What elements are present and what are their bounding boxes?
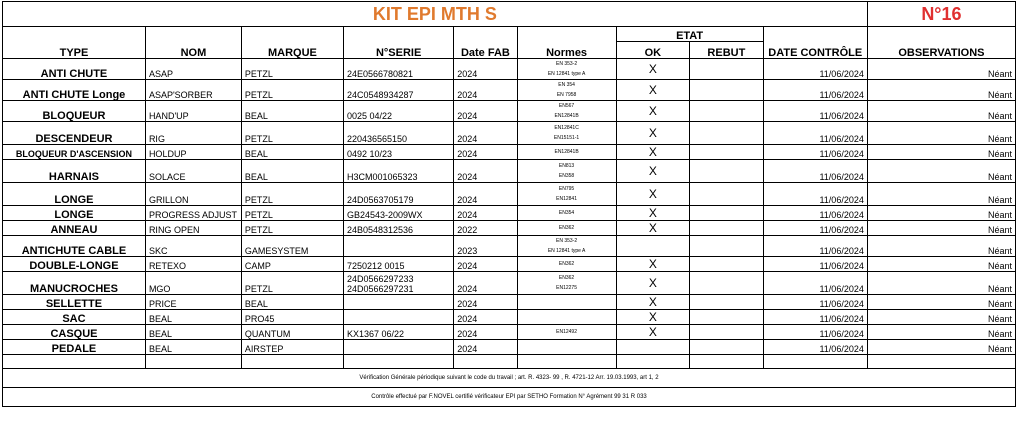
cell-date-controle: 11/06/2024 [763, 59, 867, 80]
norme-line: EN358 [558, 173, 575, 179]
cell-normes [517, 236, 616, 257]
cell-ok: X [616, 145, 690, 160]
cell-serie [344, 310, 454, 325]
cell-type: BLOQUEUR [3, 101, 146, 122]
cell-marque: PETZL [241, 221, 343, 236]
cell-nom: GRILLON [145, 183, 241, 206]
norme-line: EN795 [558, 186, 575, 192]
cell-rebut [690, 295, 764, 310]
norme-line: EN567 [558, 103, 575, 109]
cell-rebut [690, 183, 764, 206]
cell-ok: X [616, 295, 690, 310]
cell-rebut [690, 160, 764, 183]
norme-line: EN 12841 type A [547, 248, 586, 254]
cell-observations: Néant [867, 236, 1015, 257]
cell-marque: AIRSTEP [241, 340, 343, 355]
cell-ok [616, 236, 690, 257]
cell-ok: X [616, 310, 690, 325]
header-observations: OBSERVATIONS [867, 27, 1015, 59]
norme-line: EN362 [558, 225, 575, 231]
cell-type: SAC [3, 310, 146, 325]
cell-serie: 24E0566780821 [344, 59, 454, 80]
table-row [3, 221, 1016, 236]
table-row [3, 145, 1016, 160]
cell-nom: RIG [145, 122, 241, 145]
cell-observations: Néant [867, 206, 1015, 221]
norme-line: EN12841C [554, 125, 579, 131]
cell-date-fab: 2023 [454, 236, 517, 257]
norme-line: EN813 [558, 163, 575, 169]
cell-marque: PETZL [241, 122, 343, 145]
cell-type: ANNEAU [3, 221, 146, 236]
cell-observations: Néant [867, 295, 1015, 310]
cell-rebut [690, 236, 764, 257]
cell-nom: RING OPEN [145, 221, 241, 236]
cell-rebut [690, 101, 764, 122]
header-nom: NOM [145, 27, 241, 59]
table-row [3, 272, 1016, 295]
cell-marque: PETZL [241, 80, 343, 101]
cell-date-fab: 2024 [454, 101, 517, 122]
cell-date-fab: 2024 [454, 310, 517, 325]
cell-date-controle: 11/06/2024 [763, 101, 867, 122]
table-row [3, 206, 1016, 221]
cell-observations: Néant [867, 160, 1015, 183]
cell-serie: 24C0548934287 [344, 80, 454, 101]
cell-type: CASQUE [3, 325, 146, 340]
cell-nom: BEAL [145, 325, 241, 340]
cell-marque: QUANTUM [241, 325, 343, 340]
cell-observations: Néant [867, 257, 1015, 272]
cell-date-controle: 11/06/2024 [763, 310, 867, 325]
cell-serie [344, 236, 454, 257]
cell-rebut [690, 221, 764, 236]
cell-observations: Néant [867, 221, 1015, 236]
cell-serie [344, 340, 454, 355]
table-row [3, 295, 1016, 310]
cell-ok: X [616, 257, 690, 272]
header-ok: OK [616, 42, 690, 59]
kit-title: KIT EPI MTH S [3, 2, 868, 27]
cell-marque: BEAL [241, 160, 343, 183]
cell-ok: X [616, 325, 690, 340]
cell-date-controle: 11/06/2024 [763, 122, 867, 145]
cell-normes [517, 206, 616, 221]
cell-ok: X [616, 272, 690, 295]
cell-date-fab: 2024 [454, 295, 517, 310]
cell-date-controle: 11/06/2024 [763, 272, 867, 295]
cell-ok: X [616, 160, 690, 183]
cell-ok: X [616, 183, 690, 206]
cell-normes [517, 183, 616, 206]
cell-type: ANTI CHUTE Longe [3, 80, 146, 101]
cell-rebut [690, 257, 764, 272]
cell-type: LONGE [3, 183, 146, 206]
cell-serie: 24D0563705179 [344, 183, 454, 206]
cell-date-fab: 2024 [454, 160, 517, 183]
cell-date-controle: 11/06/2024 [763, 257, 867, 272]
cell-rebut [690, 310, 764, 325]
cell-ok: X [616, 206, 690, 221]
cell-marque: PETZL [241, 59, 343, 80]
cell-type: DOUBLE-LONGE [3, 257, 146, 272]
cell-nom: PROGRESS ADJUST [145, 206, 241, 221]
cell-marque: GAMESYSTEM [241, 236, 343, 257]
cell-date-controle: 11/06/2024 [763, 340, 867, 355]
cell-marque: PETZL [241, 272, 343, 295]
cell-serie [344, 295, 454, 310]
cell-type: ANTICHUTE CABLE [3, 236, 146, 257]
cell-serie: GB24543-2009WX [344, 206, 454, 221]
cell-date-controle: 11/06/2024 [763, 295, 867, 310]
cell-type: HARNAIS [3, 160, 146, 183]
cell-type: DESCENDEUR [3, 122, 146, 145]
cell-date-fab: 2024 [454, 325, 517, 340]
header-date-fab: Date FAB [454, 27, 517, 59]
cell-normes [517, 295, 616, 310]
cell-type: ANTI CHUTE [3, 59, 146, 80]
cell-nom: MGO [145, 272, 241, 295]
cell-nom: ASAP'SORBER [145, 80, 241, 101]
norme-line: EN354 [558, 210, 575, 216]
norme-line: EN 12841 type A [547, 71, 586, 77]
table-row [3, 160, 1016, 183]
footer-regulation: Vérification Générale périodique suivant le code du travail ; art. R. 4323- 99 , R. 4721-12 Arr. 19.03.1993, art 1, 2 [3, 369, 1016, 388]
cell-nom: BEAL [145, 310, 241, 325]
cell-normes [517, 221, 616, 236]
header-etat: ETAT [616, 27, 763, 42]
kit-number: N°16 [867, 2, 1015, 27]
cell-marque: PETZL [241, 183, 343, 206]
cell-rebut [690, 340, 764, 355]
cell-ok [616, 340, 690, 355]
norme-line: EN 7958 [556, 92, 577, 98]
table-row [3, 325, 1016, 340]
cell-normes [517, 59, 616, 80]
table-row [3, 340, 1016, 355]
cell-marque: BEAL [241, 295, 343, 310]
cell-date-controle: 11/06/2024 [763, 221, 867, 236]
table-row [3, 80, 1016, 101]
cell-rebut [690, 80, 764, 101]
cell-type: MANUCROCHES [3, 272, 146, 295]
cell-date-fab: 2024 [454, 340, 517, 355]
cell-serie: 220436565150 [344, 122, 454, 145]
cell-date-controle: 11/06/2024 [763, 80, 867, 101]
header-normes: Normes [517, 27, 616, 59]
norme-line: EN12841B [554, 149, 579, 155]
cell-observations: Néant [867, 122, 1015, 145]
footer-inspector: Contrôle effectué par F.NOVEL certifié vérificateur EPI par SETHO Formation N° Agrément 99 31 R 033 [3, 388, 1016, 407]
cell-normes [517, 80, 616, 101]
header-marque: MARQUE [241, 27, 343, 59]
cell-ok: X [616, 221, 690, 236]
cell-serie: H3CM001065323 [344, 160, 454, 183]
cell-rebut [690, 122, 764, 145]
cell-ok: X [616, 80, 690, 101]
cell-date-fab: 2024 [454, 122, 517, 145]
norme-line: EN12275 [556, 285, 577, 291]
header-serie: N°SERIE [344, 27, 454, 59]
cell-normes [517, 145, 616, 160]
table-row [3, 101, 1016, 122]
cell-observations: Néant [867, 183, 1015, 206]
cell-observations: Néant [867, 272, 1015, 295]
cell-date-fab: 2024 [454, 206, 517, 221]
cell-ok: X [616, 101, 690, 122]
cell-ok: X [616, 59, 690, 80]
norme-line: EN362 [558, 261, 575, 267]
serie-line: 24D0566297231 [347, 284, 414, 294]
cell-date-controle: 11/06/2024 [763, 325, 867, 340]
cell-marque: BEAL [241, 145, 343, 160]
cell-serie: 0025 04/22 [344, 101, 454, 122]
cell-rebut [690, 272, 764, 295]
cell-nom: PRICE [145, 295, 241, 310]
cell-normes [517, 160, 616, 183]
cell-type: SELLETTE [3, 295, 146, 310]
cell-date-fab: 2024 [454, 80, 517, 101]
cell-normes [517, 310, 616, 325]
norme-line: EN 353-2 [556, 61, 578, 67]
norme-line: EN362 [558, 275, 575, 281]
norme-line: EN 354 [558, 82, 575, 88]
serie-line: 24D0566297233 [347, 274, 414, 284]
cell-rebut [690, 325, 764, 340]
cell-observations: Néant [867, 101, 1015, 122]
cell-date-controle: 11/06/2024 [763, 145, 867, 160]
table-row [3, 257, 1016, 272]
cell-date-controle: 11/06/2024 [763, 206, 867, 221]
cell-serie: KX1367 06/22 [344, 325, 454, 340]
equipment-rows [3, 59, 1016, 355]
cell-nom: RETEXO [145, 257, 241, 272]
cell-serie: 0492 10/23 [344, 145, 454, 160]
norme-line: EN12492 [556, 329, 577, 335]
cell-serie: 7250212 0015 [344, 257, 454, 272]
cell-date-controle: 11/06/2024 [763, 236, 867, 257]
cell-date-fab: 2024 [454, 257, 517, 272]
cell-date-fab: 2024 [454, 145, 517, 160]
cell-normes [517, 272, 616, 295]
norme-line: EN12841B [554, 113, 579, 119]
cell-nom: SKC [145, 236, 241, 257]
cell-nom: ASAP [145, 59, 241, 80]
cell-type: PEDALE [3, 340, 146, 355]
cell-observations: Néant [867, 340, 1015, 355]
cell-observations: Néant [867, 59, 1015, 80]
table-row [3, 122, 1016, 145]
cell-rebut [690, 206, 764, 221]
table-row [3, 310, 1016, 325]
cell-marque: CAMP [241, 257, 343, 272]
header-rebut: REBUT [690, 42, 764, 59]
cell-nom: BEAL [145, 340, 241, 355]
cell-date-fab: 2024 [454, 183, 517, 206]
cell-normes [517, 325, 616, 340]
cell-normes [517, 122, 616, 145]
cell-nom: HAND'UP [145, 101, 241, 122]
norme-line: EN15151-1 [553, 135, 580, 141]
table-row [3, 183, 1016, 206]
cell-observations: Néant [867, 145, 1015, 160]
cell-rebut [690, 145, 764, 160]
cell-date-fab: 2024 [454, 59, 517, 80]
cell-nom: HOLDUP [145, 145, 241, 160]
table-row [3, 59, 1016, 80]
table-row [3, 236, 1016, 257]
norme-line: EN12841 [556, 196, 577, 202]
header-type: TYPE [3, 27, 146, 59]
norme-line: EN 353-2 [556, 238, 578, 244]
cell-date-controle: 11/06/2024 [763, 183, 867, 206]
cell-date-controle: 11/06/2024 [763, 160, 867, 183]
cell-serie [344, 272, 454, 295]
cell-nom: SOLACE [145, 160, 241, 183]
cell-ok: X [616, 122, 690, 145]
cell-normes [517, 257, 616, 272]
header-date-controle: DATE CONTRÔLE [763, 27, 867, 59]
cell-type: LONGE [3, 206, 146, 221]
cell-type: BLOQUEUR D'ASCENSION [3, 145, 146, 160]
cell-observations: Néant [867, 80, 1015, 101]
cell-rebut [690, 59, 764, 80]
cell-date-fab: 2024 [454, 272, 517, 295]
cell-observations: Néant [867, 310, 1015, 325]
cell-marque: PETZL [241, 206, 343, 221]
epi-control-table [2, 1, 1016, 407]
cell-normes [517, 340, 616, 355]
cell-marque: BEAL [241, 101, 343, 122]
cell-marque: PRO45 [241, 310, 343, 325]
cell-serie: 24B0548312536 [344, 221, 454, 236]
cell-observations: Néant [867, 325, 1015, 340]
cell-date-fab: 2022 [454, 221, 517, 236]
cell-normes [517, 101, 616, 122]
